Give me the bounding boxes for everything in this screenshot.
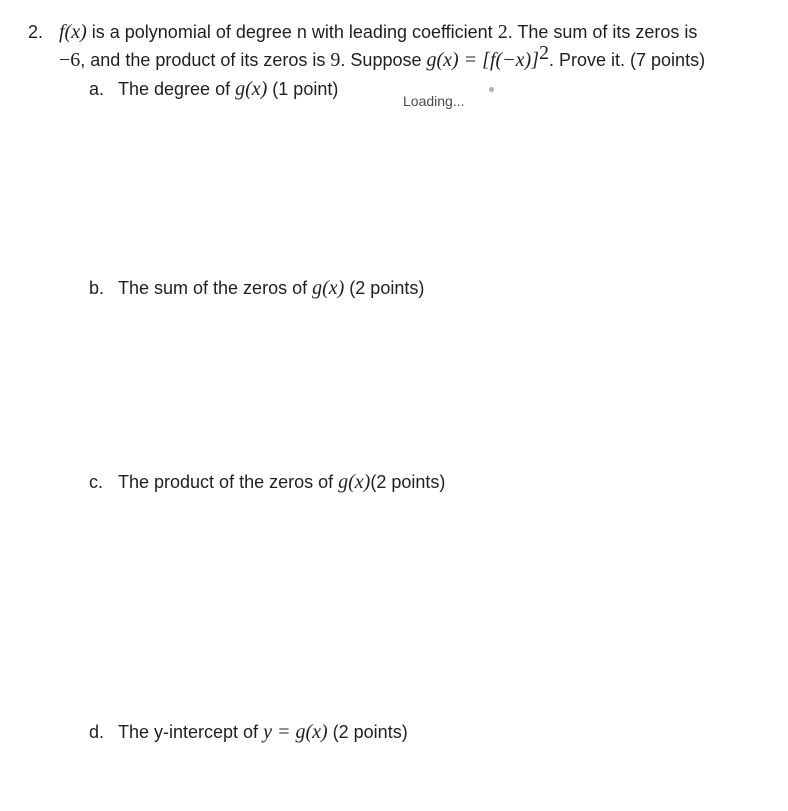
- part-d-text-2: (2 points): [327, 722, 408, 742]
- part-b-label: b.: [89, 278, 105, 298]
- loading-dot-icon: [489, 87, 494, 92]
- part-c-text-2: (2 points): [370, 472, 446, 492]
- line2-text-2: . Suppose: [340, 50, 427, 70]
- part-b-text-1: The sum of the zeros of: [118, 278, 313, 298]
- part-c-label: c.: [89, 472, 104, 492]
- part-d-text-1: The y-intercept of: [118, 722, 264, 742]
- part-a-math: g(x): [235, 78, 268, 100]
- part-c-text-1: The product of the zeros of: [118, 472, 339, 492]
- leading-coefficient: 2: [497, 21, 508, 43]
- part-a-text-1: The degree of: [118, 79, 236, 99]
- part-a: [118, 77, 338, 101]
- zero-product-value: 9: [330, 49, 341, 71]
- question-line-2: [59, 42, 706, 72]
- part-b: [118, 276, 424, 300]
- part-d-label: d.: [89, 722, 105, 742]
- part-a-text-2: (1 point): [267, 79, 339, 99]
- part-b-text-2: (2 points): [344, 278, 425, 298]
- line1-text-2: . The sum of its zeros is: [507, 22, 698, 42]
- question-number: 2.: [28, 22, 44, 42]
- line1-text-1: is a polynomial of degree n with leading coefficient: [86, 22, 498, 42]
- line2-text-1: , and the product of its zeros is: [80, 50, 331, 70]
- part-d: [118, 720, 408, 744]
- part-d-math: y = g(x): [263, 721, 328, 743]
- part-c-math: g(x): [338, 471, 371, 493]
- loading-text: Loading...: [403, 93, 465, 109]
- part-a-label: a.: [89, 79, 105, 99]
- part-b-math: g(x): [312, 277, 345, 299]
- part-c: [118, 470, 445, 494]
- g-definition: g(x) = [f(−x)]: [426, 49, 539, 71]
- fx-math: f(x): [59, 21, 87, 43]
- line2-text-3: . Prove it. (7 points): [549, 50, 706, 70]
- g-exponent: 2: [539, 42, 549, 64]
- question-line-1: [59, 20, 697, 44]
- zero-sum-value: −6: [59, 49, 81, 71]
